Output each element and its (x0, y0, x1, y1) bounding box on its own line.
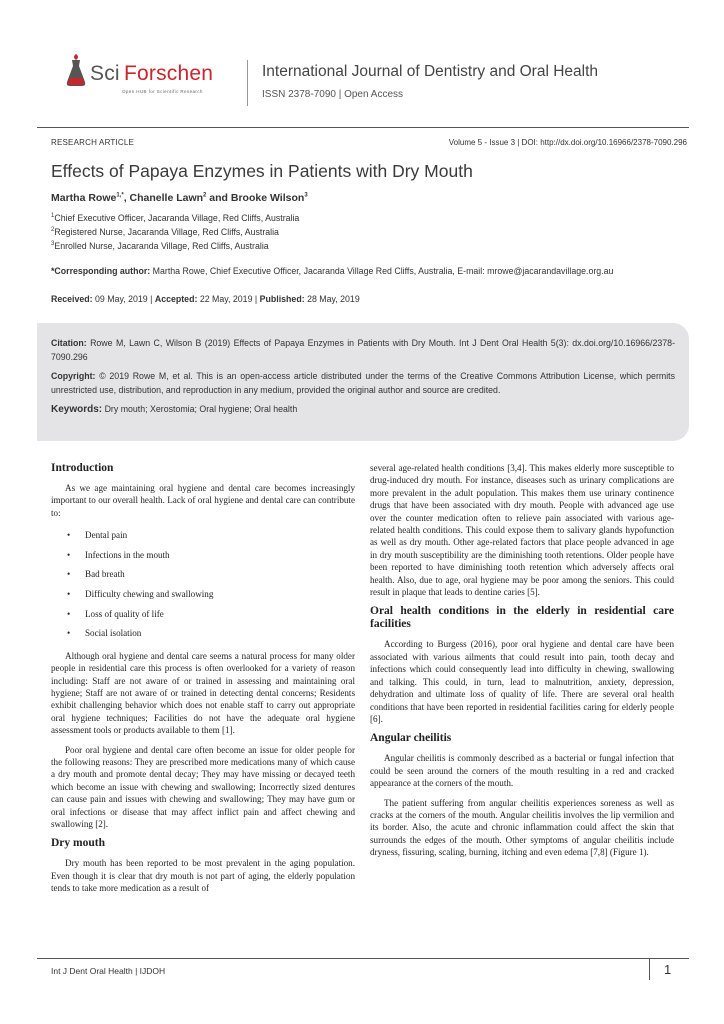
section-heading-introduction: Introduction (51, 462, 114, 474)
keywords: Keywords: Dry mouth; Xerostomia; Oral hygiene; Oral health (51, 404, 298, 415)
logo-text-sci: Sci (90, 62, 120, 85)
article-type: RESEARCH ARTICLE (51, 138, 135, 147)
corresponding-text: Martha Rowe, Chief Executive Officer, Jacaranda Village Red Cliffs, Australia, E-mail: mrowe@jacarandavillage.org.au (150, 266, 614, 276)
affiliation-2: $^2$Registered Nurse, Jacaranda Village, Red Cliffs, Australia (51, 227, 279, 237)
section-heading-angular-cheilitis: Angular cheilitis (370, 732, 452, 745)
header-divider (247, 60, 248, 106)
footer-journal: Int J Dent Oral Health | IJDOH (51, 966, 166, 976)
author-2-sup: 2 (203, 192, 207, 199)
author-list (51, 192, 308, 204)
paragraph: The patient suffering from angular cheilitis experiences soreness as well as cracks at the corners of the mouth. Angular cheilitis involves the lip vermilion and its border. Also, the acute and chronic inflammation could affect the skin that surrounds the edges of the mouth. Other symptoms of angular cheilitis include dryness, fissuring, scaling, burning, itching and even edema [7,8] (Figure 1). (370, 797, 674, 858)
list-item: • Loss of quality of life (67, 608, 164, 619)
journal-title: International Journal of Dentistry and Oral Health (262, 63, 599, 80)
list-item: • Dental pain (67, 530, 128, 541)
affiliation-3: $^3$Enrolled Nurse, Jacaranda Village, Red Cliffs, Australia (51, 241, 269, 251)
corresponding-label: *Corresponding author: (51, 266, 151, 276)
paragraph: Poor oral hygiene and dental care often become an issue for older people for the following reasons: They are prescribed more medications many of which cause a dry mouth and promote dental decay; They may have missing or decayed teeth which become an issue with chewing and swallowing; Incorrectly sized dentures can cause pain and issues with chewing and swallowing; They may have gum or oral infections or disease that may affect inflict pain and affect chewing and swallowing [2]. (51, 744, 355, 830)
right-column (370, 462, 674, 866)
citation: Citation: Rowe M, Lawn C, Wilson B (2019) Effects of Papaya Enzymes in Patients with Dry Mouth. Int J Dent Oral Health 5(3): dx.doi.org/10.16966/2378-7090.296 (51, 338, 675, 362)
citation-box (37, 323, 689, 441)
section-heading-oral-health: Oral health conditions in the elderly in residential care facilities (370, 605, 674, 631)
author-2: , Chanelle Lawn (123, 192, 204, 204)
paragraph: Dry mouth has been reported to be most prevalent in the aging population. Even though it is clear that dry mouth is not part of aging, the elderly population tends to take more medication as a result of (51, 858, 355, 894)
section-heading-dry-mouth: Dry mouth (51, 837, 105, 850)
left-column (51, 462, 355, 902)
corresponding-author (51, 266, 613, 276)
flask-logo-icon (64, 52, 88, 92)
logo-tagline: Open HUB for Scientific Research (122, 89, 203, 94)
author-1: Martha Rowe (51, 192, 117, 204)
paragraph: As we age maintaining oral hygiene and dental care becomes increasingly important to our overall health. Lack of oral hygiene and dental care can contribute to: (51, 483, 355, 518)
list-item: • Difficulty chewing and swallowing (67, 589, 214, 599)
list-item: • Infections in the mouth (67, 549, 170, 560)
article-title: Effects of Papaya Enzymes in Patients with Dry Mouth (51, 161, 473, 181)
bullet-list (65, 526, 355, 644)
publication-dates: Received: 09 May, 2019 | Accepted: 22 May, 2019 | Published: 28 May, 2019 (51, 294, 360, 304)
paragraph: several age-related health conditions [3,4]. This makes elderly more susceptible to drug-induced dry mouth. For instance, diseases such as urinary complications are more prevalent in the adult population. This makes them use urinary continence drugs that have been associated with dry mouth. People with advanced age use over the counter medication often to relieve pain associated with various age-related health conditions. This could expose them to salivary glands hypofunction as well as dry mouth. Other age-related factors that place people advanced in age in dry mouth susceptibility are the diminishing tooth retentions. Older people have been reported to have diminishing tooth retention which adversely affects oral health. Also, due to age, oral hygiene may be poor among the seniors. This could result in plaque that leads to dentine caries [5]. (370, 463, 674, 598)
affiliation-1: $^1$Chief Executive Officer, Jacaranda Village, Red Cliffs, Australia (51, 213, 300, 223)
list-item: • Bad breath (67, 569, 125, 580)
author-1-sup: 1,* (116, 192, 124, 199)
logo-text-forschen: Forschen (124, 62, 214, 85)
paragraph: Angular cheilitis is commonly described as a bacterial or fungal infection that could be seen around the corners of the mouth resulting in a red and cracked appearance at the corners of the mouth. (370, 753, 674, 789)
paragraph: According to Burgess (2016), poor oral hygiene and dental care have been associated with various ailments that could result into pain, tooth decay and infections which could consequently lead into difficulty in chewing, swallowing and talking. This could, in turn, lead to malnutrition, anxiety, depression, dehydration and ultimate loss of quality of life. There are several oral health conditions that have been reported in residential facilities caring for elderly people [6]. (370, 639, 674, 724)
author-3-sup: 3 (304, 192, 308, 199)
header-rule (37, 127, 689, 128)
issn-line: ISSN 2378-7090 | Open Access (262, 89, 404, 100)
sciforschen-logo (64, 52, 234, 102)
volume-doi-line: Volume 5 - Issue 3 | DOI: http://dx.doi.org/10.16966/2378-7090.296 (448, 138, 687, 147)
page-number: 1 (664, 962, 672, 977)
paragraph: Although oral hygiene and dental care seems a natural process for many older people in residential care this process is often overlooked for a variety of reason including: Staff are not aware of or trained in assessing and maintaining oral hygiene; Staff are not aware of or trained in detecting dental concerns; Residents exhibit challenging behavior which does not enable staff to carry out appropriate oral hygiene techniques; Facilities do not have the adequate oral hygiene assessment tools or products available to them [1]. (51, 650, 355, 736)
list-item: • Social isolation (67, 628, 142, 639)
copyright: Copyright: © 2019 Rowe M, et al. This is an open-access article distributed under the terms of the Creative Commons Attribution License, which permits unrestricted use, distribution, and reproduction in any medium, provided the original author and source are credited. (51, 371, 675, 395)
footer-rule (37, 958, 689, 959)
author-3: and Brooke Wilson (206, 192, 305, 204)
footer-divider (649, 958, 650, 980)
